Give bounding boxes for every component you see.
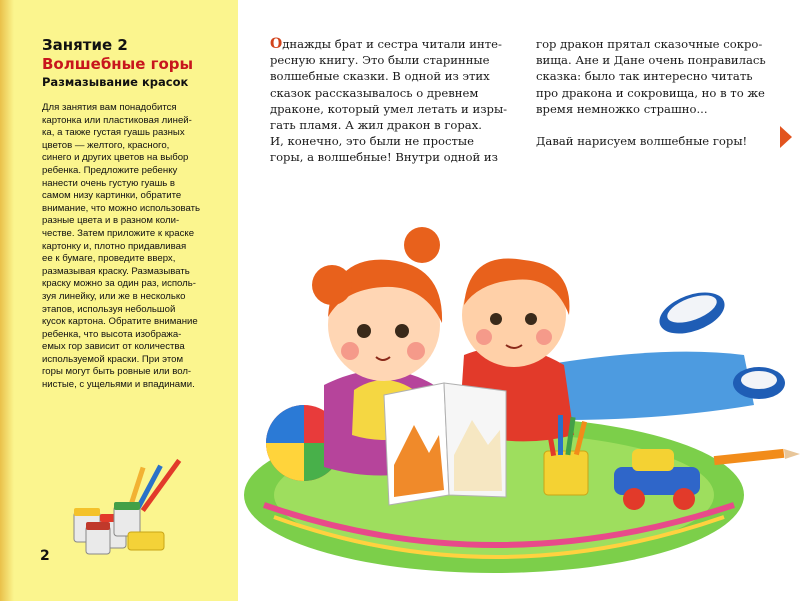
story-column-2: гор дракон прятал сказочные сокро- вища. Ане и Дане очень понравилась сказка: было так интересно читать про дракона и сокровища, но в то же время немножко страшно... Давай нарисуем волшебные горы!	[536, 37, 766, 149]
instructions-text: Для занятия вам понадобится картонка или пластиковая линей- ка, а также густая гуашь разных цветов — желтого, красного, синего и других цветов на выбор ребенка. Предложите ребенку нанести очень густую гуашь в самом низу картинки, обратите внимание, что можно использовать разные цвета и в разном коли- честве. Затем приложите к краске картонку и, плотно придавливая ее к бумаге, проведите вверх, размазывая краску. Размазывать краску можно за один раз, исполь- зуя линейку, или же в несколько этапов, используя небольшой кусок картона. Обратите внимание ребенка, что высота изобража- емых гор зависит от количества используемой краски. При этом горы могут быть ровные или вол- нистые, с ущельями и впадинами.	[42, 102, 201, 391]
lesson-technique: Размазывание красок	[42, 75, 189, 89]
children-reading-illustration	[244, 205, 800, 601]
pencil-icon	[714, 449, 800, 465]
sidebar-edge	[0, 0, 14, 601]
next-page-arrow-icon[interactable]	[780, 126, 792, 148]
story-text-1: днажды брат и сестра читали инте- ресную книгу. Это были старинные волшебные сказки. В одной из этих сказок рассказывалось о древнем драконе, который умел летать и изры- гать пламя. А жил дракон в горах. И, конечно, это были не простые горы, а волшебные! Внутри одной из	[270, 37, 508, 165]
lesson-title: Занятие 2	[42, 36, 128, 54]
story-column-1	[270, 36, 510, 166]
paint-jars-icon	[66, 452, 226, 562]
lesson-subtitle: Волшебные горы	[42, 55, 194, 73]
story-dropcap: О	[270, 36, 283, 52]
page-number: 2	[40, 548, 50, 564]
